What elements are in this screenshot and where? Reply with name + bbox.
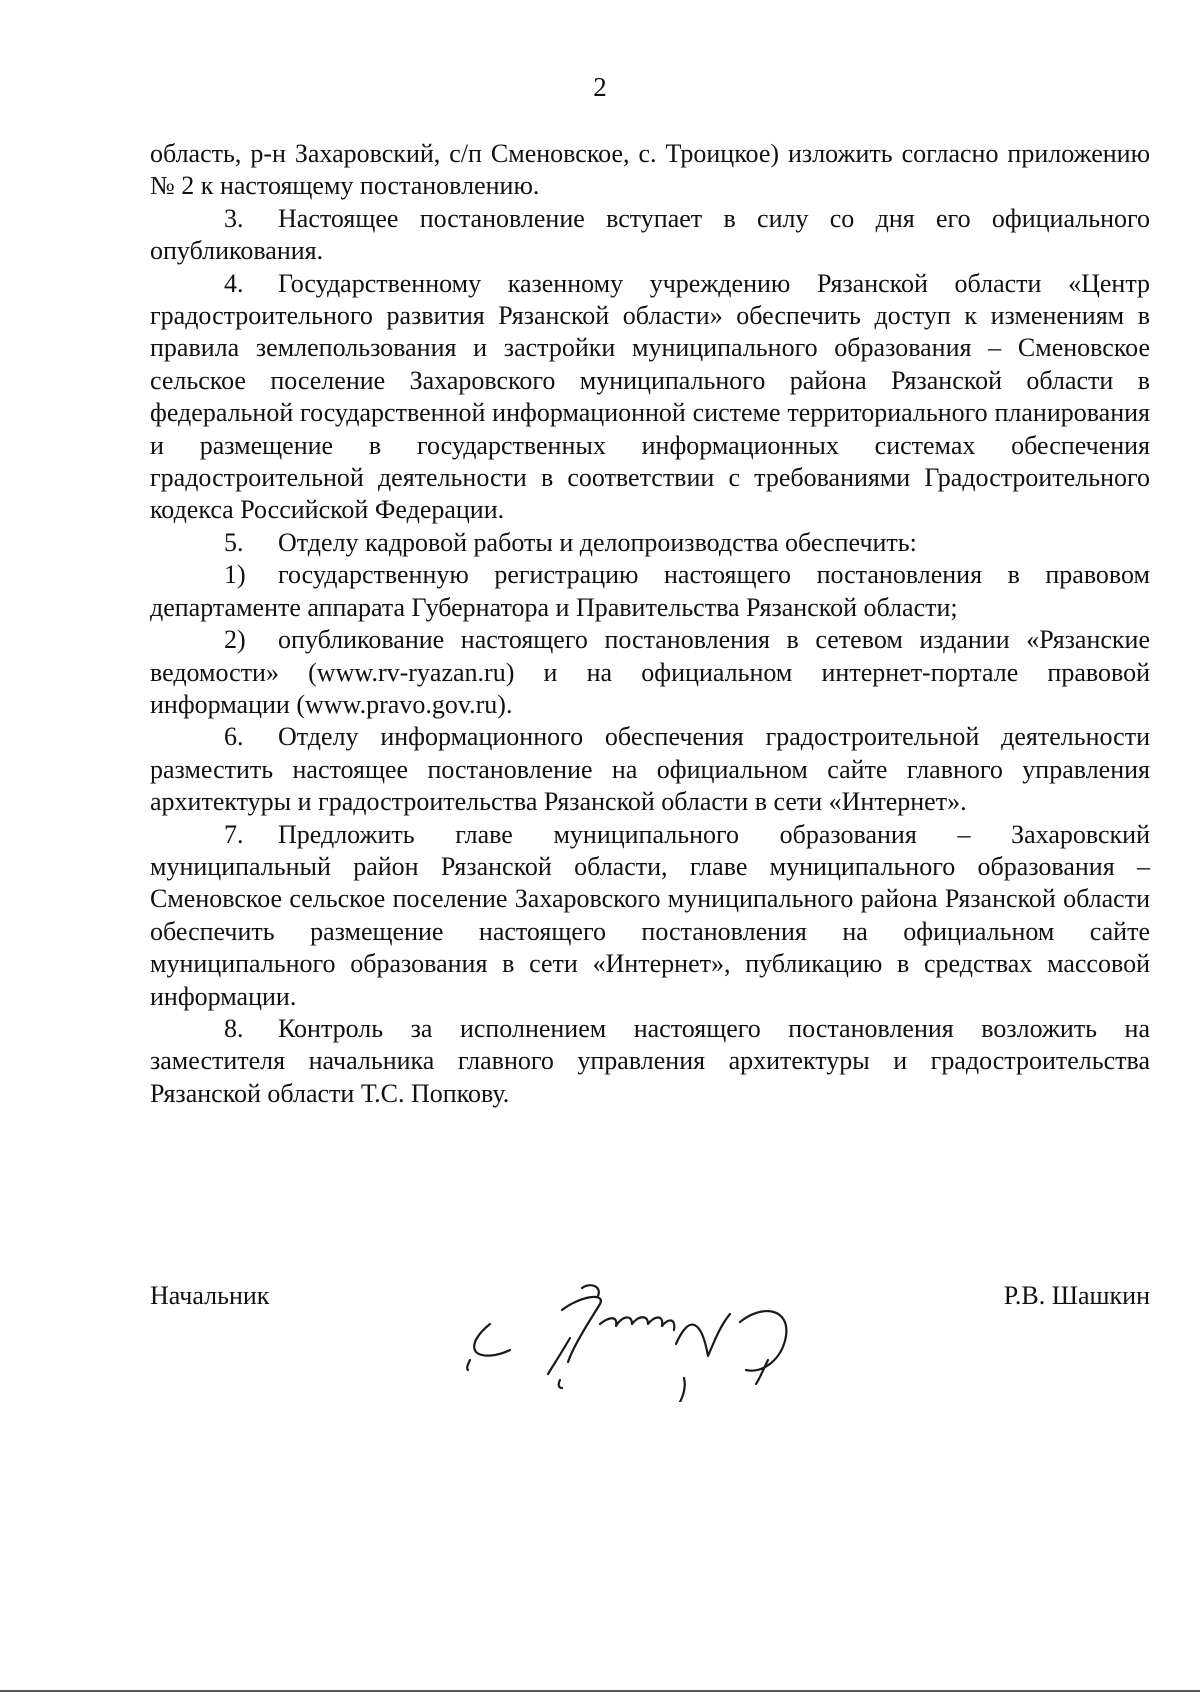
subparagraph-1: 1) государственную регистрацию настоящего постановления в правовом департаменте аппарата Губернатора и Правительства Рязанской области; <box>150 560 1150 622</box>
handwritten-signature <box>450 1252 870 1402</box>
page-number: 2 <box>593 72 607 102</box>
subparagraph-2: 2) опубликование настоящего постановления в сетевом издании «Рязанские ведомости» (www.rv-ryazan.ru) и на официальном интернет-портале правовой информации (www.pravo.gov.ru). <box>150 625 1150 719</box>
paragraph-number: 2) <box>224 625 246 655</box>
paragraph-number: 1) <box>224 560 246 590</box>
paragraph-number: 8. <box>224 1013 244 1043</box>
signatory-name: Р.В. Шашкин <box>1003 1281 1150 1310</box>
paragraph-number: 3. <box>224 203 244 233</box>
paragraph-number: 6. <box>224 722 244 752</box>
document-body <box>150 138 1150 1110</box>
paragraph-7: 7. Предложить главе муниципального образования – Захаровский муниципальный район Рязанской области, главе муниципального образования – Сменовское сельское поселение Захаровского муниципального района Рязанской области обеспечить размещение настоящего постановления на официальном сайте муниципального образования в сети «Интернет», публикацию в средствах массовой информации. <box>150 819 1150 1011</box>
paragraph-3: 3. Настоящее постановление вступает в силу со дня его официального опубликования. <box>150 203 1150 266</box>
paragraph-6: 6. Отделу информационного обеспечения градостроительной деятельности разместить настоящее постановление на официальном сайте главного управления архитектуры и градостроительства Рязанской области в сети «Интернет». <box>150 722 1150 817</box>
paragraph-number: 5. <box>224 527 244 557</box>
signatory-title: Начальник <box>150 1281 270 1310</box>
paragraph-number: 4. <box>224 268 244 298</box>
paragraph-continuation: область, р-н Захаровский, с/п Сменовское, с. Троицкое) изложить согласно приложению № 2 к настоящему постановлению. <box>150 139 1150 201</box>
signature-block <box>150 1272 1150 1402</box>
paragraph-number: 7. <box>224 819 244 849</box>
paragraph-8: 8. Контроль за исполнением настоящего постановления возложить на заместителя начальника главного управления архитектуры и градостроительства Рязанской области Т.С. Попкову. <box>150 1013 1150 1108</box>
page-bottom-edge <box>0 1690 1200 1692</box>
paragraph-4: 4. Государственному казенному учреждению Рязанской области «Центр градостроительного развития Рязанской области» обеспечить доступ к изменениям в правила землепользования и застройки муниципального образования – Сменовское сельское поселение Захаровского муниципального района Рязанской области в федеральной государственной информационной системе территориального планирования и размещение в государственных информационных системах обеспечения градостроительной деятельности в соответствии с требованиями Градостроительного кодекса Российской Федерации. <box>150 268 1150 525</box>
paragraph-5: 5. Отделу кадровой работы и делопроизводства обеспечить: <box>150 527 1150 559</box>
